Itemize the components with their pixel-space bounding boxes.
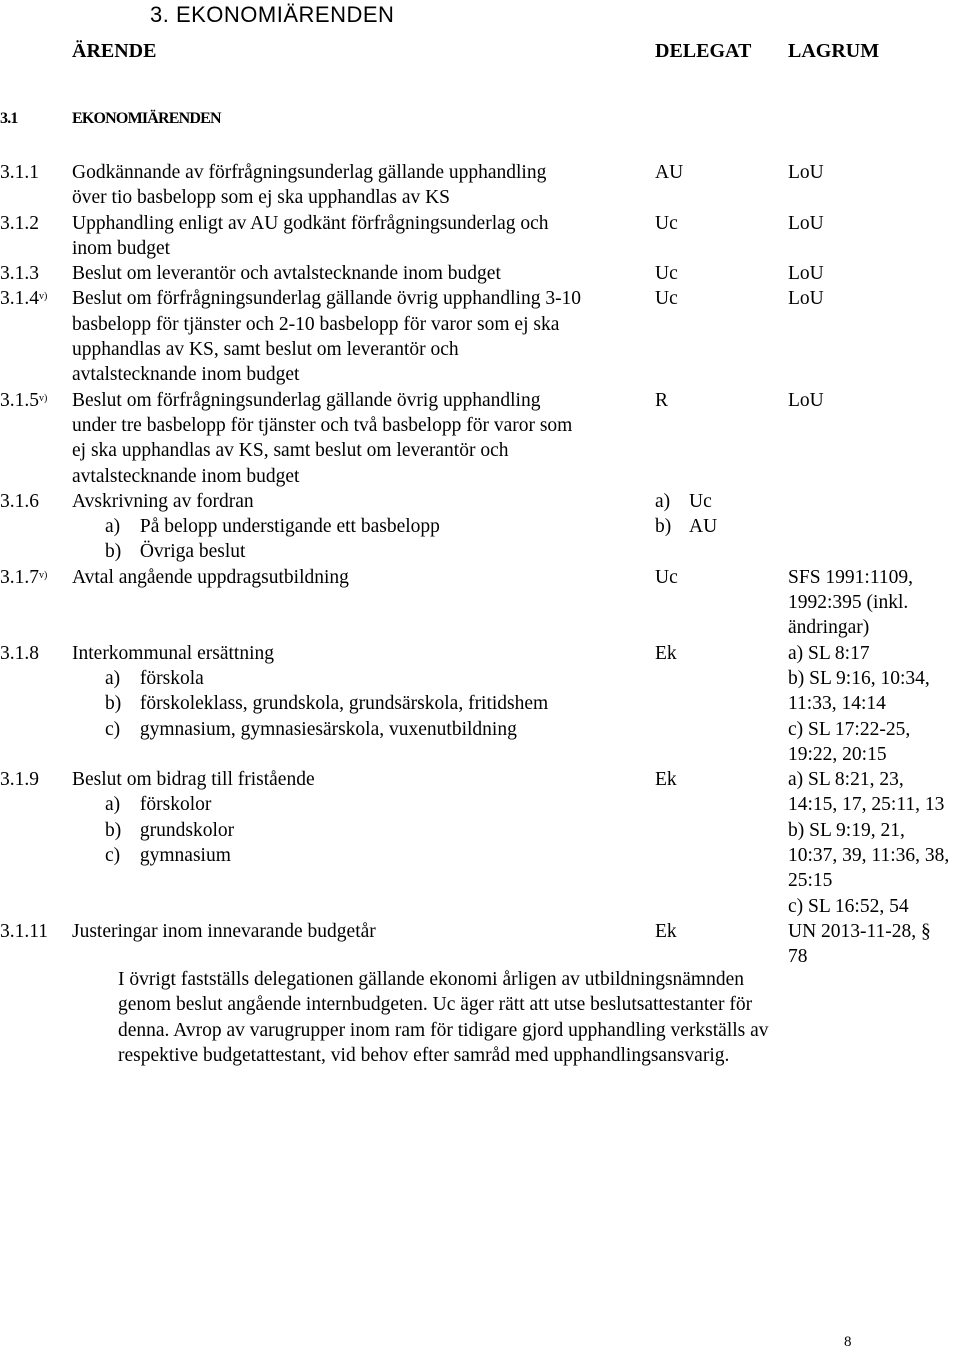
item-description: Interkommunal ersättning a) förskola b) förskoleklass, grundskola, grundsärskola, fritidshem c) gymnasium, gymnasiesärskola, vuxenutbildning — [72, 641, 647, 742]
section-number: 3.1 — [0, 110, 18, 127]
item-delegat: Uc — [655, 263, 678, 285]
sub-item: b) grundskolor — [105, 819, 235, 841]
item-lagrum: a) SL 8:21, 23, 14:15, 17, 25:11, 13 b) SL 9:19, 21, 10:37, 39, 11:36, 38, 25:15 c) SL 16:52, 54 — [788, 769, 950, 917]
item-lagrum: UN 2013-11-28, § 78 — [788, 920, 931, 968]
column-header-lagrum: LAGRUM — [788, 40, 880, 62]
item-delegat: a) Uc b) AU — [655, 490, 718, 538]
table-row — [0, 286, 960, 387]
item-number: 3.1.7$^{v)}$ — [0, 566, 48, 588]
item-description: Beslut om förfrågningsunderlag gällande övrig upphandling under tre basbelopp för tjänster och två basbelopp för varor som ej ska upphandlas av KS, samt beslut om leverantör och avtalstecknande inom budget — [72, 389, 573, 487]
item-description: Godkännande av förfrågningsunderlag gällande upphandling över tio basbelopp som ej ska upphandlas av KS — [72, 162, 547, 209]
item-delegat: Uc — [655, 288, 678, 310]
table-row — [0, 919, 960, 970]
item-number: 3.1.1 — [0, 162, 39, 183]
delegation-table — [0, 160, 960, 970]
item-description: Upphandling enligt av AU godkänt förfrågningsunderlag och inom budget — [72, 212, 549, 259]
item-delegat: Ek — [655, 769, 677, 791]
item-lagrum: SFS 1991:1109, 1992:395 (inkl. ändringar) — [788, 566, 913, 639]
item-description: Beslut om bidrag till fristående a) förskolor b) grundskolor c) gymnasium — [72, 767, 647, 868]
item-lagrum: LoU — [788, 288, 824, 310]
table-row — [0, 160, 960, 211]
item-lagrum: LoU — [788, 212, 824, 234]
footnote-marker: v) — [39, 392, 48, 404]
table-row — [0, 261, 960, 286]
item-delegat: Ek — [655, 920, 677, 942]
item-number: 3.1.2 — [0, 212, 39, 234]
item-number: 3.1.11 — [0, 920, 49, 942]
sub-item: a) förskolor — [105, 794, 212, 816]
sub-item: c) gymnasium, gymnasiesärskola, vuxenutbildning — [105, 718, 517, 740]
item-lagrum: a) SL 8:17 b) SL 9:16, 10:34, 11:33, 14:14 c) SL 17:22-25, 19:22, 20:15 — [788, 642, 930, 765]
item-delegat: AU — [655, 162, 684, 183]
item-description: Avtal angående uppdragsutbildning — [72, 566, 349, 588]
item-delegat: Uc — [655, 212, 678, 234]
item-delegat: Ek — [655, 642, 677, 664]
item-delegat: Uc — [655, 566, 678, 588]
table-row — [0, 767, 960, 919]
item-number: 3.1.8 — [0, 642, 39, 664]
item-number: 3.1.9 — [0, 769, 39, 791]
sub-item: b) förskoleklass, grundskola, grundsärskola, fritidshem — [105, 693, 549, 715]
item-number: 3.1.4$^{v)}$ — [0, 288, 48, 310]
item-description: Justeringar inom innevarande budgetår — [72, 920, 376, 942]
item-lagrum: LoU — [788, 389, 824, 411]
sub-item: a) På belopp understigande ett basbelopp — [105, 516, 440, 538]
item-description: Avskrivning av fordran a) På belopp understigande ett basbelopp b) Övriga beslut — [72, 489, 647, 565]
item-number: 3.1.6 — [0, 490, 39, 512]
item-delegat: R — [655, 389, 669, 411]
column-header-arende: ÄRENDE — [72, 40, 157, 62]
column-header-delegat: DELEGAT — [655, 40, 752, 62]
section-title: EKONOMIÄRENDEN — [72, 110, 221, 127]
item-number: 3.1.5$^{v)}$ — [0, 389, 48, 411]
sub-item: c) gymnasium — [105, 845, 231, 867]
table-row — [0, 565, 960, 641]
sub-item: b) Övriga beslut — [105, 541, 246, 563]
page-number: 8 — [844, 1334, 852, 1350]
item-lagrum: LoU — [788, 263, 824, 285]
item-lagrum: LoU — [788, 162, 824, 183]
table-row — [0, 641, 960, 768]
sub-item: a) förskola — [105, 667, 204, 689]
item-description: Beslut om leverantör och avtalstecknande inom budget — [72, 263, 501, 285]
footnote-marker: v) — [39, 291, 48, 303]
table-row — [0, 211, 960, 262]
table-row — [0, 489, 960, 565]
footnote-marker: v) — [39, 569, 48, 581]
item-number: 3.1.3 — [0, 263, 39, 285]
page-title: 3. EKONOMIÄRENDEN — [150, 2, 395, 27]
footnote-paragraph: I övrigt fastställs delegationen gällande ekonomi årligen av utbildningsnämnden genom beslut angående internbudgeten. Uc äger rätt att utse beslutsattestanter för denna. Avrop av varugrupper inom ram för tidigare gjord upphandling verkställs av respektive budgetattestant, vid behov efter samråd med upphandlingsansvarig. — [118, 969, 769, 1066]
item-description: Beslut om förfrågningsunderlag gällande övrig upphandling 3-10 basbelopp för tjänster och 2-10 basbelopp för varor som ej ska upphandlas av KS, samt beslut om leverantör och avtalstecknande inom budget — [72, 288, 582, 386]
table-row — [0, 388, 960, 489]
